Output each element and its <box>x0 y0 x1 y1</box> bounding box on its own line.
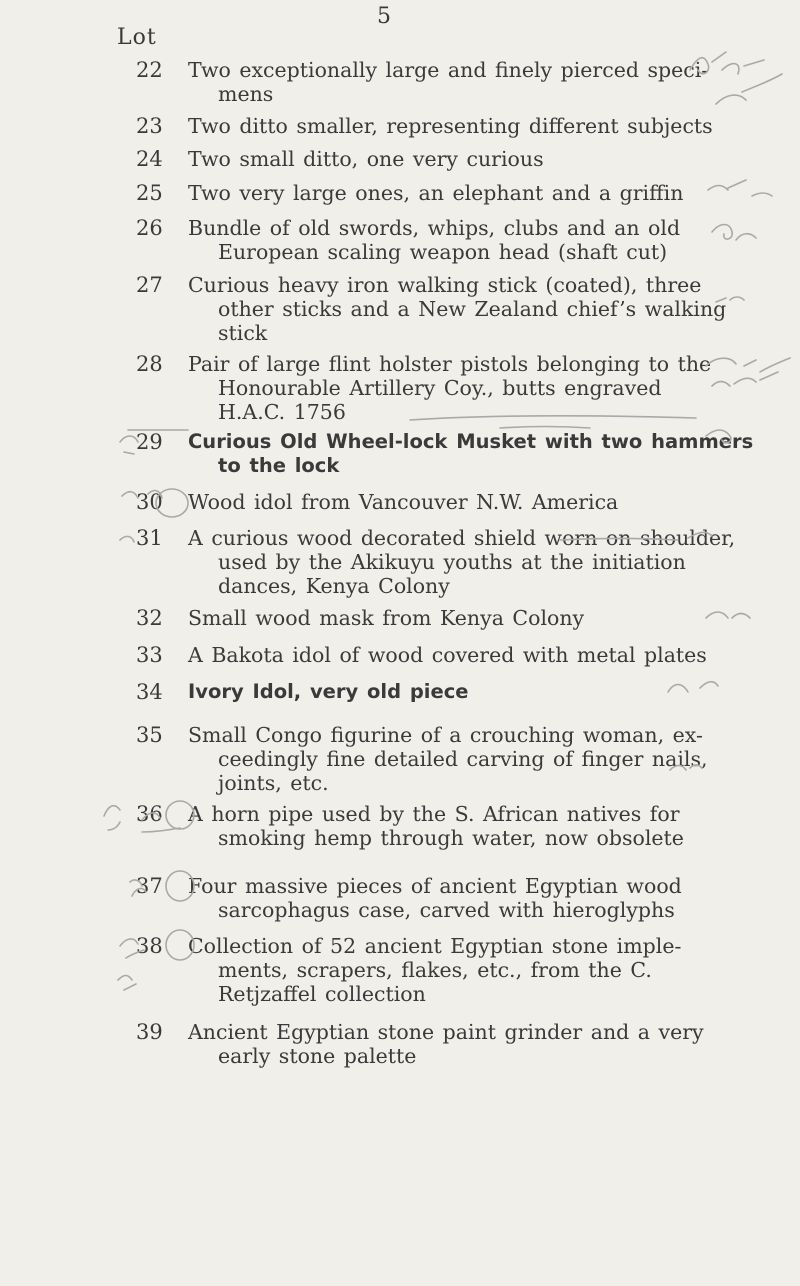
lot-description-line: to the lock <box>218 454 340 477</box>
lot-description-line: Two very large ones, an elephant and a griffin <box>188 181 684 205</box>
lot-number: 30 <box>136 490 163 514</box>
lot-number: 29 <box>136 430 163 454</box>
lot-description <box>188 526 736 598</box>
lot-description-line: Small wood mask from Kenya Colony <box>188 606 585 630</box>
lot-description-line: other sticks and a New Zealand chief’s walking <box>218 297 727 321</box>
lot-description <box>188 216 700 264</box>
lot-number: 27 <box>136 273 163 297</box>
lot-number: 35 <box>136 723 163 747</box>
lot-description-line: Curious Old Wheel-lock Musket with two hammers <box>188 430 754 453</box>
lot-description-line: Curious heavy iron walking stick (coated), three <box>188 273 702 297</box>
lot-description-line: Two ditto smaller, representing different subjects <box>188 114 713 138</box>
lot-description-line: Pair of large flint holster pistols belonging to the <box>188 352 712 376</box>
lot-description-line: dances, Kenya Colony <box>218 574 450 598</box>
lot-description-line: Bundle of old swords, whips, clubs and an old <box>188 216 681 240</box>
lot-description-line: ments, scrapers, flakes, etc., from the C. <box>218 958 652 982</box>
lot-description-line: smoking hemp through water, now obsolete <box>218 826 684 850</box>
lot-description-line: Retjzaffel collection <box>218 982 426 1006</box>
lot-description <box>188 430 754 478</box>
lot-description <box>188 802 700 850</box>
lot-number: 39 <box>136 1020 163 1044</box>
lot-description <box>188 114 713 138</box>
lot-description-line: joints, etc. <box>218 771 329 795</box>
lot-description <box>188 181 700 205</box>
lot-description-line: used by the Akikuyu youths at the initiation <box>218 550 686 574</box>
lot-number: 36 <box>136 802 163 826</box>
lot-description-line: A Bakota idol of wood covered with metal plates <box>188 643 707 667</box>
lot-number: 38 <box>136 934 163 958</box>
lot-description-line: mens <box>218 82 274 106</box>
lot-description-line: Ivory Idol, very old piece <box>188 680 469 703</box>
lot-description <box>188 1020 704 1068</box>
lot-description-line: Two small ditto, one very curious <box>188 147 544 171</box>
lot-description <box>188 273 727 345</box>
lot-description-line: Four massive pieces of ancient Egyptian wood <box>188 874 682 898</box>
lot-number: 24 <box>136 147 163 171</box>
lot-description <box>188 58 709 106</box>
lot-description <box>188 643 707 667</box>
lot-description <box>188 147 700 171</box>
lot-number: 33 <box>136 643 163 667</box>
lot-description-line: Small Congo figurine of a crouching woman, ex- <box>188 723 703 747</box>
lot-number: 34 <box>136 680 163 704</box>
lot-description <box>188 723 708 795</box>
lot-description <box>188 874 700 922</box>
lot-description-line: early stone palette <box>218 1044 417 1068</box>
lot-number: 25 <box>136 181 163 205</box>
lot-description-line: A curious wood decorated shield worn on shoulder, <box>188 526 736 550</box>
lot-number: 37 <box>136 874 163 898</box>
lot-description-line: H.A.C. 1756 <box>218 400 346 424</box>
lot-description-line: Honourable Artillery Coy., butts engraved <box>218 376 662 400</box>
lot-number: 23 <box>136 114 163 138</box>
page-number: 5 <box>377 4 391 29</box>
lot-column-heading: Lot <box>117 25 157 50</box>
lot-description <box>188 606 700 630</box>
lot-description-line: ceedingly fine detailed carving of finger nails, <box>218 747 708 771</box>
lot-description-line: stick <box>218 321 268 345</box>
lot-number: 22 <box>136 58 163 82</box>
lot-description <box>188 490 700 514</box>
lot-description-line: sarcophagus case, carved with hieroglyphs <box>218 898 675 922</box>
lot-number: 28 <box>136 352 163 376</box>
lot-description-line: European scaling weapon head (shaft cut) <box>218 240 668 264</box>
lot-description-line: Collection of 52 ancient Egyptian stone imple- <box>188 934 682 958</box>
lot-description <box>188 680 700 704</box>
lot-description-line: A horn pipe used by the S. African natives for <box>188 802 680 826</box>
lot-number: 32 <box>136 606 163 630</box>
lot-description-line: Two exceptionally large and finely pierced speci- <box>188 58 709 82</box>
lot-description <box>188 352 712 424</box>
lot-description-line: Ancient Egyptian stone paint grinder and a very <box>188 1020 704 1044</box>
lot-number: 31 <box>136 526 163 550</box>
lot-description <box>188 934 700 1006</box>
lot-number: 26 <box>136 216 163 240</box>
lot-description-line: Wood idol from Vancouver N.W. America <box>188 490 619 514</box>
